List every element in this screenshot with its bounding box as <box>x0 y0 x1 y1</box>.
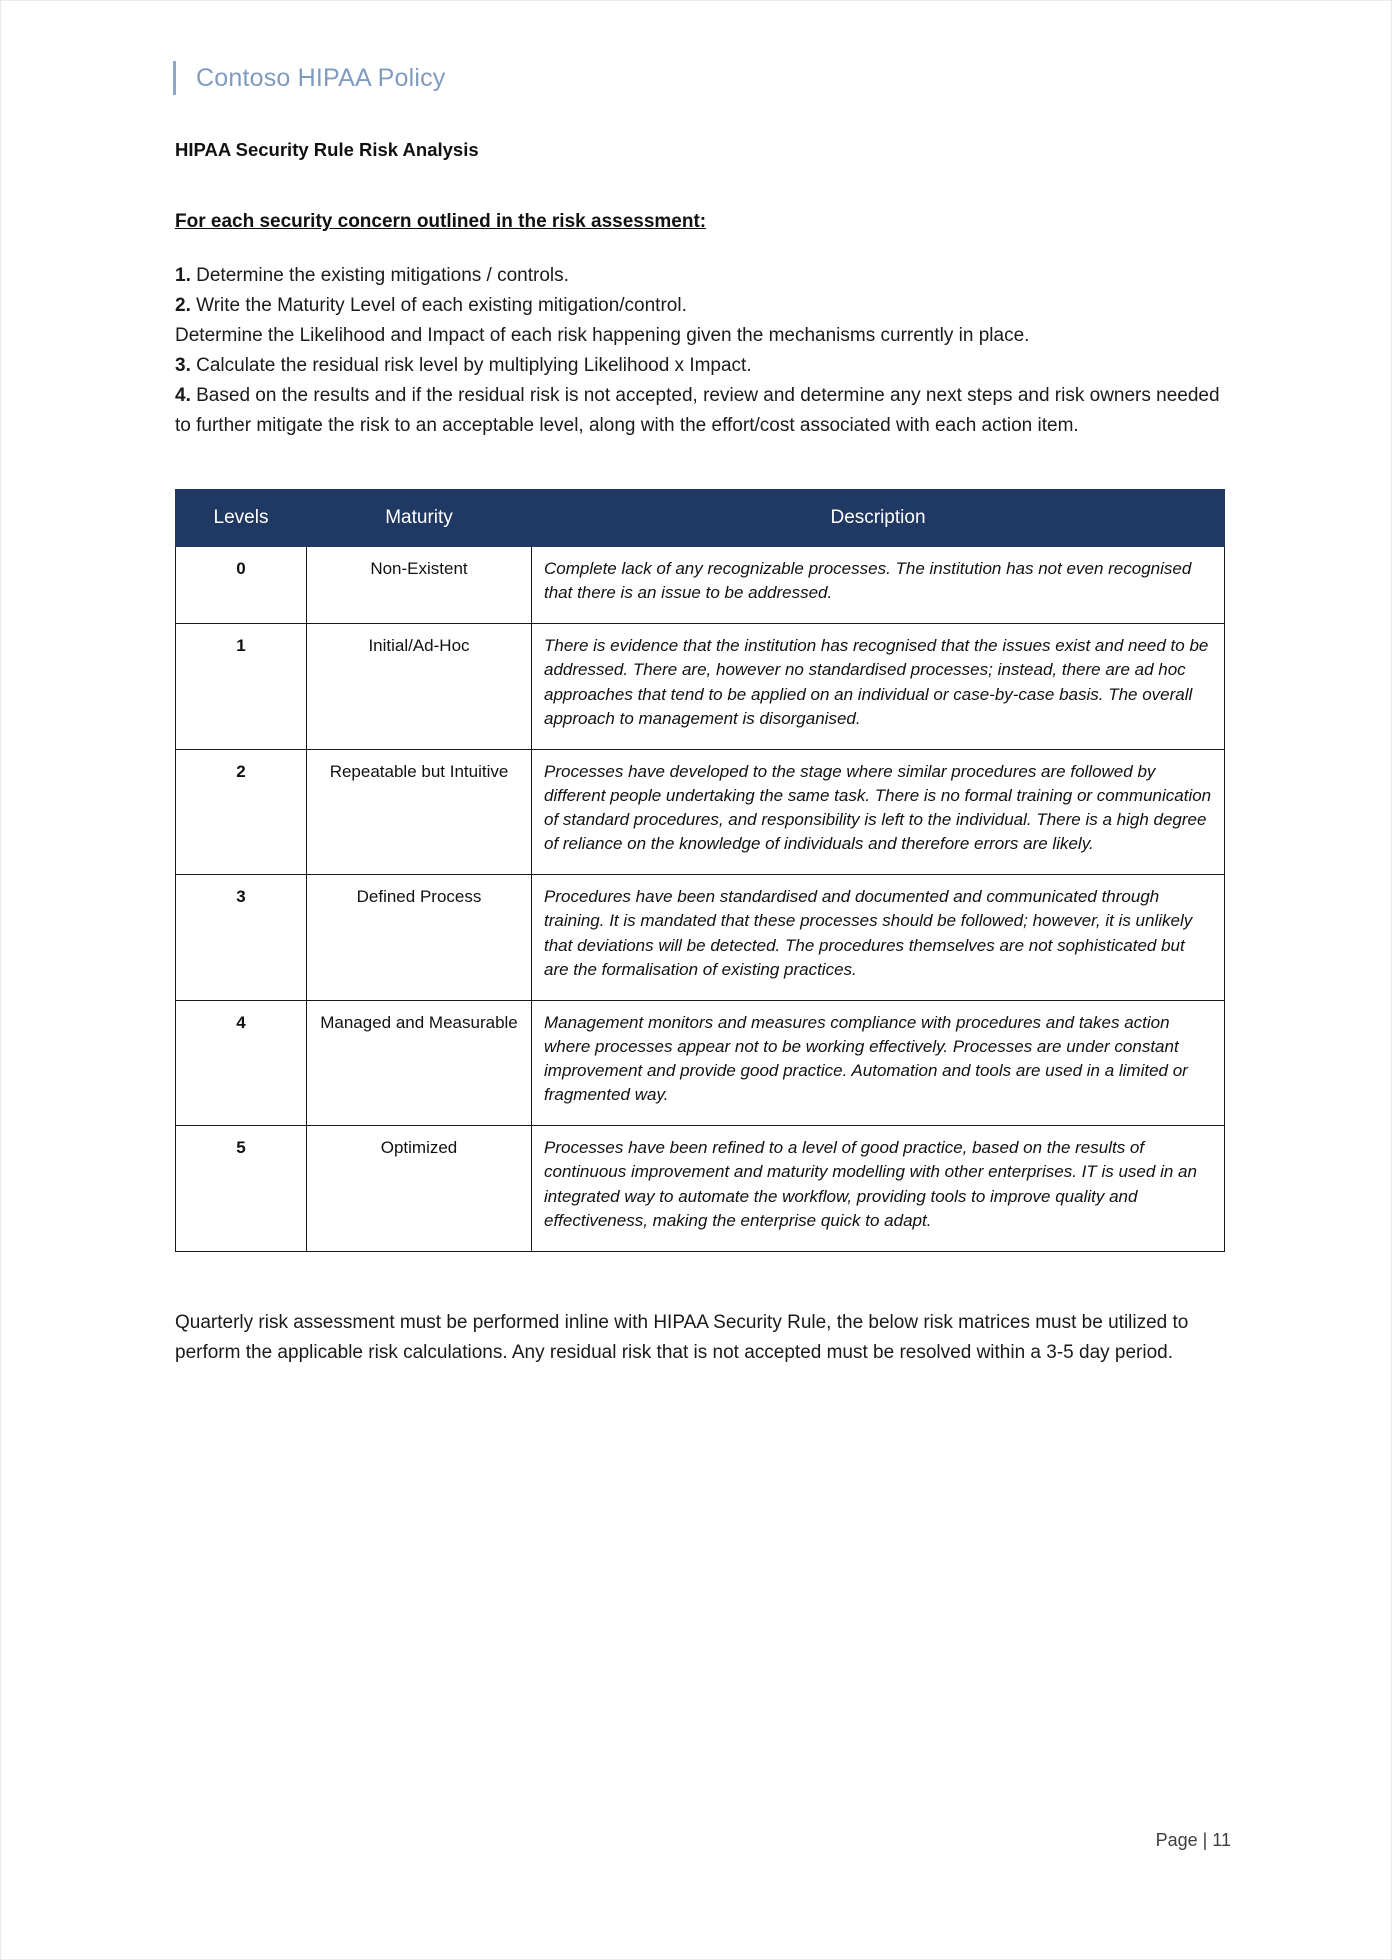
document-header <box>173 61 1233 95</box>
instruction-item <box>175 381 1220 441</box>
instructions-heading: For each security concern outlined in the risk assessment: <box>175 211 707 232</box>
instructions-list <box>175 261 1220 441</box>
cell-level: 4 <box>176 1000 307 1126</box>
column-header-description: Description <box>532 490 1225 547</box>
table-row <box>176 749 1225 875</box>
instruction-number: 3. <box>175 355 191 377</box>
cell-maturity: Repeatable but Intuitive <box>307 749 532 875</box>
table-row <box>176 1000 1225 1126</box>
table-row <box>176 547 1225 624</box>
cell-description: Procedures have been standardised and documented and communicated through training. It is mandated that these processes should be followed; however, it is unlikely that deviations will be detected. The procedures themselves are not sophisticated but are the formalisation of existing practices. <box>532 875 1225 1001</box>
cell-level: 1 <box>176 624 307 750</box>
cell-description: Complete lack of any recognizable processes. The institution has not even recognised that there is an issue to be addressed. <box>532 547 1225 624</box>
instruction-item <box>175 291 1220 321</box>
cell-maturity: Initial/Ad-Hoc <box>307 624 532 750</box>
cell-maturity: Managed and Measurable <box>307 1000 532 1126</box>
document-header-title: Contoso HIPAA Policy <box>196 63 446 92</box>
instruction-item <box>175 321 1220 351</box>
table-row <box>176 624 1225 750</box>
maturity-levels-table <box>175 489 1225 1252</box>
cell-maturity: Optimized <box>307 1126 532 1252</box>
column-header-levels: Levels <box>176 490 307 547</box>
instruction-number: 2. <box>175 295 191 317</box>
instruction-text: Write the Maturity Level of each existing mitigation/control. <box>190 295 687 317</box>
instruction-text: Based on the results and if the residual risk is not accepted, review and determine any next steps and risk owners needed to further mitigate the risk to an acceptable level, along with the effort/cost associated with each action item. <box>175 385 1220 437</box>
cell-description: There is evidence that the institution has recognised that the issues exist and need to be addressed. There are, however no standardised processes; instead, there are ad hoc approaches that tend to be applied on an individual or case-by-case basis. The overall approach to management is disorganised. <box>532 624 1225 750</box>
cell-description: Processes have developed to the stage where similar procedures are followed by different people undertaking the same task. There is no formal training or communication of standard procedures, and responsibility is left to the individual. There is a high degree of reliance on the knowledge of individuals and therefore errors are likely. <box>532 749 1225 875</box>
page-footer: Page | 11 <box>1155 1830 1231 1850</box>
cell-description: Processes have been refined to a level of good practice, based on the results of continuous improvement and maturity modelling with other enterprises. IT is used in an integrated way to automate the workflow, providing tools to improve quality and effectiveness, making the enterprise quick to adapt. <box>532 1126 1225 1252</box>
page-title: HIPAA Security Rule Risk Analysis <box>175 139 479 160</box>
table-row <box>176 875 1225 1001</box>
closing-paragraph: Quarterly risk assessment must be performed inline with HIPAA Security Rule, the below risk matrices must be utilized to perform the applicable risk calculations. Any residual risk that is not accepted must be resolved within a 3-5 day period. <box>175 1311 1189 1363</box>
instruction-number: 1. <box>175 265 191 286</box>
cell-level: 3 <box>176 875 307 1001</box>
cell-level: 2 <box>176 749 307 875</box>
header-accent-bar <box>173 61 176 95</box>
instruction-item <box>175 261 1220 291</box>
instruction-text: Determine the Likelihood and Impact of each risk happening given the mechanisms currently in place. <box>175 325 1030 347</box>
cell-maturity: Defined Process <box>307 875 532 1001</box>
cell-maturity: Non-Existent <box>307 547 532 624</box>
instruction-text: Determine the existing mitigations / controls. <box>190 265 569 286</box>
instruction-number: 4. <box>175 385 191 407</box>
table-header-row <box>176 490 1225 547</box>
instruction-text: Calculate the residual risk level by multiplying Likelihood x Impact. <box>190 355 752 377</box>
column-header-maturity: Maturity <box>307 490 532 547</box>
cell-level: 5 <box>176 1126 307 1252</box>
cell-level: 0 <box>176 547 307 624</box>
table-row <box>176 1126 1225 1252</box>
instruction-item <box>175 351 1220 381</box>
cell-description: Management monitors and measures compliance with procedures and takes action where processes appear not to be working effectively. Processes are under constant improvement and provide good practice. Automation and tools are used in a limited or fragmented way. <box>532 1000 1225 1126</box>
page-content <box>173 61 1233 1368</box>
